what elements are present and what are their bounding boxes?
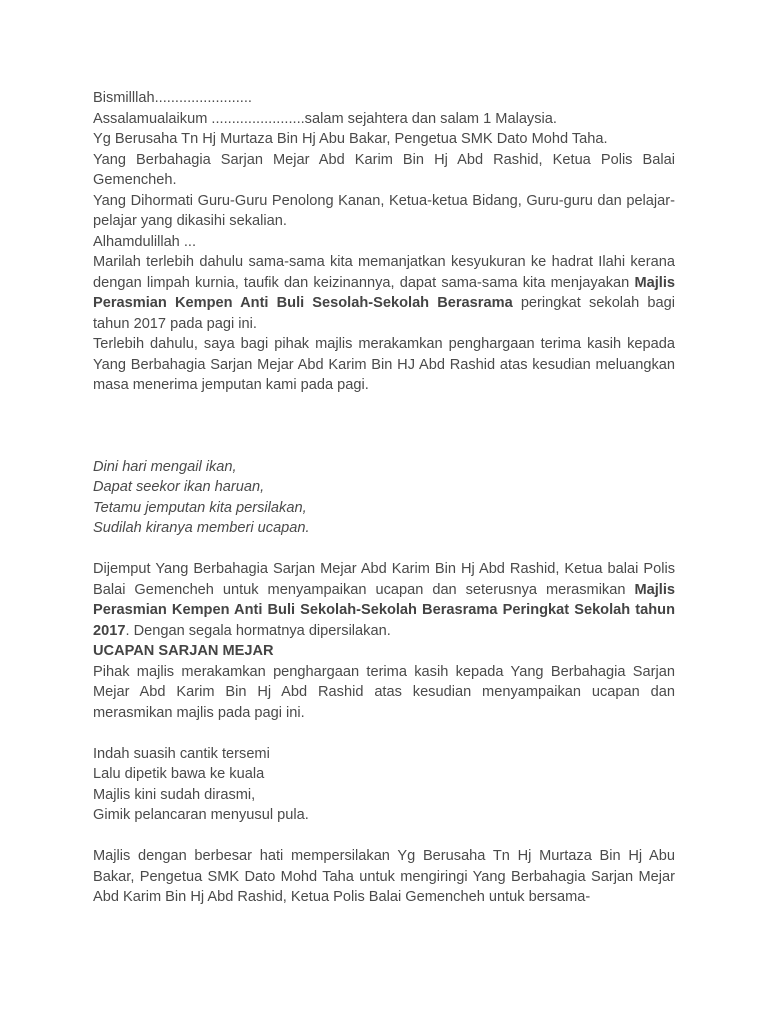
paragraph-invitation [93, 559, 675, 641]
spacer [93, 396, 675, 457]
salutation-principal: Yg Berusaha Tn Hj Murtaza Bin Hj Abu Bakar, Pengetua SMK Dato Mohd Taha. [93, 131, 608, 147]
pantun-line: Indah suasih cantik tersemi [93, 745, 270, 762]
paragraph-text: . Dengan segala hormatnya dipersilakan. [125, 622, 391, 639]
paragraph-text: Dijemput Yang Berbahagia Sarjan Mejar Abd Karim Bin Hj Abd Rashid, Ketua balai Polis Balai Gemencheh untuk menyampaikan ucapan dan seterusnya merasmikan [93, 561, 675, 598]
opening-line: Bismilllah........................ [93, 90, 252, 106]
pantun-line: Gimik pelancaran menyusul pula. [93, 807, 309, 823]
paragraph-text: Marilah terlebih dahulu sama-sama kita memanjatkan kesyukuran ke hadrat Ilahi kerana dengan limpah kurnia, taufik dan keizinannya, dapat sama-sama kita menjayakan [93, 254, 675, 291]
paragraph-launch: Majlis dengan berbesar hati mempersilakan Yg Berusaha Tn Hj Murtaza Bin Hj Abu Bakar, Pengetua SMK Dato Mohd Taha untuk mengiringi Yang Berbahagia Sarjan Mejar Abd Karim Bin Hj Abd Rashid, Ketua Polis Balai Gemencheh untuk bersama- [93, 848, 675, 905]
spacer [93, 826, 675, 847]
spacer [93, 539, 675, 560]
salutation-police-chief: Yang Berbahagia Sarjan Mejar Abd Karim Bin Hj Abd Rashid, Ketua Polis Balai Gemencheh. [93, 151, 675, 188]
speech-text [93, 88, 675, 908]
event-name: Majlis Perasmian Kempen Anti Buli Sekolah-Sekolah Berasrama Peringkat Sekolah tahun 2017 [93, 581, 675, 639]
pantun-line: Sudilah kiranya memberi ucapan. [93, 520, 310, 536]
paragraph-thanks: Terlebih dahulu, saya bagi pihak majlis merakamkan penghargaan terima kasih kepada Yang Berbahagia Sarjan Mejar Abd Karim Bin HJ Abd Rashid atas kesudian meluangkan masa menerima jemputan kami pada pagi. [93, 336, 675, 393]
event-name: Majlis Perasmian Kempen Anti Buli Sesolah-Sekolah Berasrama [93, 274, 675, 311]
alhamdulillah-line: Alhamdulillah ... [93, 233, 197, 250]
paragraph-gratitude [93, 252, 675, 334]
pantun-line: Dapat seekor ikan haruan, [93, 479, 265, 495]
spacer [93, 723, 675, 744]
pantun-line: Tetamu jemputan kita persilakan, [93, 499, 307, 516]
section-heading: UCAPAN SARJAN MEJAR [93, 643, 274, 659]
pantun-line: Lalu dipetik bawa ke kuala [93, 766, 265, 782]
paragraph-appreciation: Pihak majlis merakamkan penghargaan terima kasih kepada Yang Berbahagia Sarjan Mejar Abd Karim Bin Hj Abd Rashid atas kesudian menyampaikan ucapan dan merasmikan majlis pada pagi ini. [93, 663, 675, 721]
greeting-line: Assalamualaikum .......................salam sejahtera dan salam 1 Malaysia. [93, 110, 557, 127]
pantun-line: Majlis kini sudah dirasmi, [93, 786, 256, 803]
pantun-line: Dini hari mengail ikan, [93, 458, 237, 475]
salutation-teachers: Yang Dihormati Guru-Guru Penolong Kanan, Ketua-ketua Bidang, Guru-guru dan pelajar-pelajar yang dikasihi sekalian. [93, 192, 675, 229]
paragraph-text: peringkat sekolah bagi tahun 2017 pada pagi ini. [93, 295, 676, 332]
